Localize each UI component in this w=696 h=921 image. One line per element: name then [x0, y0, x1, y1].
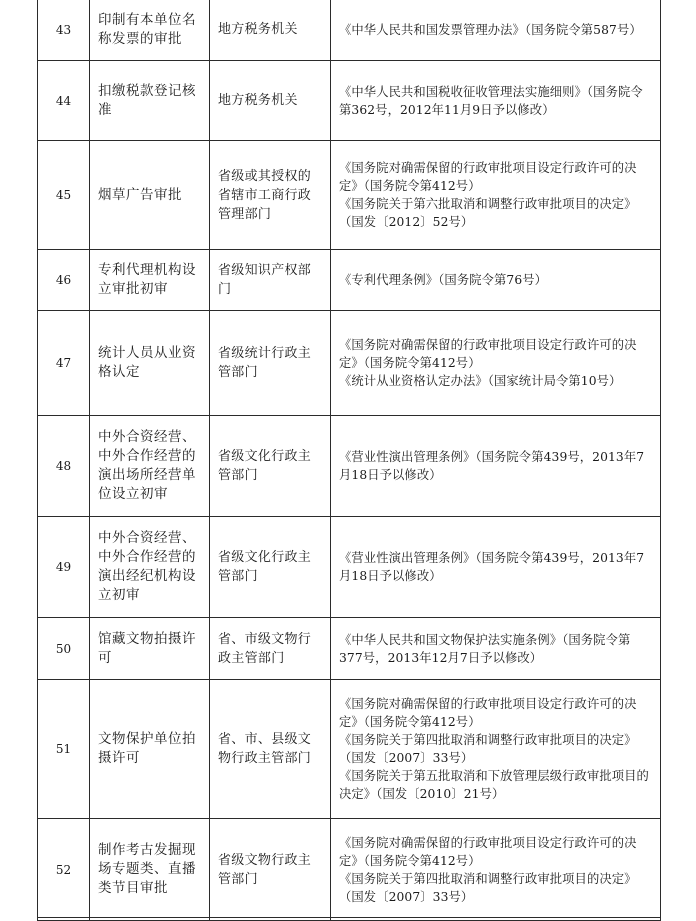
- row-number: 47: [38, 311, 90, 416]
- approval-item-name: 统计人员从业资格认定: [90, 311, 210, 416]
- row-number: 48: [38, 416, 90, 517]
- implementing-authority: 省级统计行政主管部门: [210, 311, 331, 416]
- row-number: 44: [38, 61, 90, 141]
- legal-basis: [331, 61, 661, 141]
- approval-item-name: 中外合资经营、中外合作经营的演出经纪机构设立初审: [90, 517, 210, 618]
- legal-basis: [331, 618, 661, 680]
- table-row: [38, 517, 661, 618]
- table-row: [38, 819, 661, 921]
- table-row: [38, 416, 661, 517]
- implementing-authority: 地方税务机关: [210, 0, 331, 61]
- legal-basis-entry: 《国务院关于第四批取消和调整行政审批项目的决定》（国发〔2007〕33号）: [339, 733, 637, 765]
- legal-basis: [331, 416, 661, 517]
- legal-basis-entry: 《国务院对确需保留的行政审批项目设定行政许可的决定》（国务院令第412号）: [339, 697, 637, 729]
- legal-basis-entry: 《统计从业资格认定办法》（国家统计局令第10号）: [339, 374, 622, 388]
- approval-item-name: 扣缴税款登记核准: [90, 61, 210, 141]
- legal-basis-entry: 《专利代理条例》（国务院令第76号）: [339, 273, 548, 287]
- implementing-authority: 省级文物行政主管部门: [210, 819, 331, 921]
- legal-basis-entry: 《中华人民共和国发票管理办法》（国务院令第587号）: [339, 22, 642, 37]
- approval-item-name: 馆藏文物拍摄许可: [90, 618, 210, 680]
- implementing-authority: 省、市、县级文物行政主管部门: [210, 680, 331, 819]
- legal-basis: [331, 0, 661, 61]
- legal-basis: [331, 819, 661, 921]
- row-number: 51: [38, 680, 90, 819]
- legal-basis: [331, 517, 661, 618]
- legal-basis-entry: 《国务院关于第五批取消和下放管理层级行政审批项目的决定》（国发〔2010〕21号）: [339, 769, 649, 801]
- table-row: [38, 680, 661, 819]
- approval-item-name: 文物保护单位拍摄许可: [90, 680, 210, 819]
- table-row: [38, 618, 661, 680]
- implementing-authority: 省级或其授权的省辖市工商行政管理部门: [210, 141, 331, 250]
- approval-item-name: 烟草广告审批: [90, 141, 210, 250]
- legal-basis-entry: 《国务院对确需保留的行政审批项目设定行政许可的决定》（国务院令第412号）: [339, 161, 637, 193]
- table-row: [38, 311, 661, 416]
- implementing-authority: 省级文化行政主管部门: [210, 517, 331, 618]
- row-number: 50: [38, 618, 90, 680]
- table-row: [38, 61, 661, 141]
- table-row: [38, 0, 661, 61]
- implementing-authority: 省级知识产权部门: [210, 250, 331, 311]
- approval-items-table: [37, 0, 661, 921]
- implementing-authority: 地方税务机关: [210, 61, 331, 141]
- legal-basis-entry: 《国务院对确需保留的行政审批项目设定行政许可的决定》（国务院令第412号）: [339, 835, 637, 868]
- table-row: [38, 141, 661, 250]
- legal-basis-entry: 《国务院关于第四批取消和调整行政审批项目的决定》（国发〔2007〕33号）: [339, 871, 637, 904]
- legal-basis-entry: 《营业性演出管理条例》（国务院令第439号，2013年7月18日予以修改）: [339, 450, 645, 482]
- legal-basis: [331, 250, 661, 311]
- table-body: [38, 0, 661, 921]
- implementing-authority: 省级文化行政主管部门: [210, 416, 331, 517]
- approval-item-name: 制作考古发掘现场专题类、直播类节目审批: [90, 819, 210, 921]
- approval-items-table-page: [37, 0, 661, 921]
- approval-item-name: 印制有本单位名称发票的审批: [90, 0, 210, 61]
- table-row: [38, 250, 661, 311]
- legal-basis: [331, 311, 661, 416]
- row-number: 49: [38, 517, 90, 618]
- implementing-authority: 省、市级文物行政主管部门: [210, 618, 331, 680]
- legal-basis-entry: 《国务院对确需保留的行政审批项目设定行政许可的决定》（国务院令第412号）: [339, 338, 637, 370]
- row-number: 52: [38, 819, 90, 921]
- row-number: 43: [38, 0, 90, 61]
- page-bottom-rule: [37, 917, 661, 918]
- legal-basis: [331, 141, 661, 250]
- approval-item-name: 专利代理机构设立审批初审: [90, 250, 210, 311]
- legal-basis-entry: 《中华人民共和国税收征收管理法实施细则》（国务院令第362号，2012年11月9日予以修改）: [339, 84, 643, 117]
- row-number: 46: [38, 250, 90, 311]
- legal-basis-entry: 《营业性演出管理条例》（国务院令第439号，2013年7月18日予以修改）: [339, 551, 645, 583]
- legal-basis-entry: 《中华人民共和国文物保护法实施条例》（国务院令第377号，2013年12月7日予以修改）: [339, 632, 631, 665]
- legal-basis: [331, 680, 661, 819]
- approval-item-name: 中外合资经营、中外合作经营的演出场所经营单位设立初审: [90, 416, 210, 517]
- row-number: 45: [38, 141, 90, 250]
- legal-basis-entry: 《国务院关于第六批取消和调整行政审批项目的决定》（国发〔2012〕52号）: [339, 197, 637, 229]
